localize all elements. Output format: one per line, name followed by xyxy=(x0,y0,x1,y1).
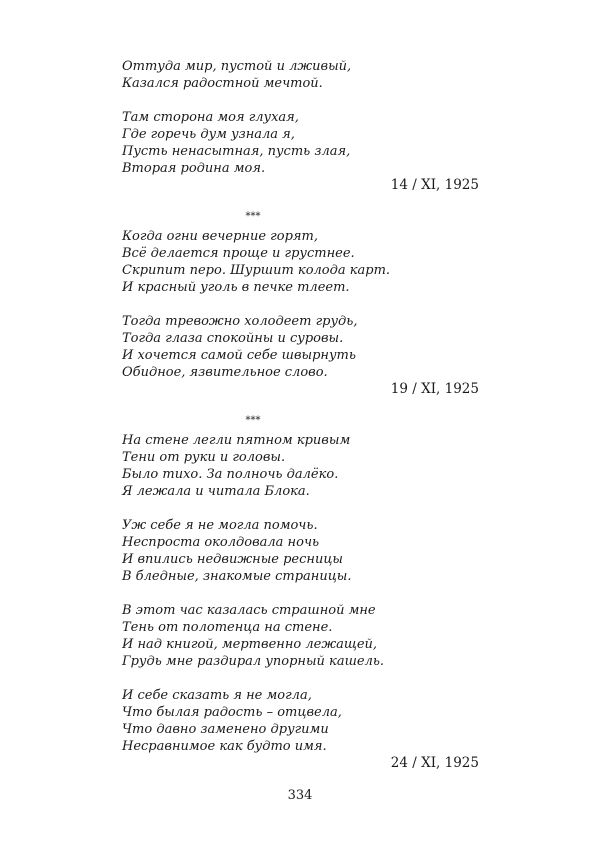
verse-line: И хочется самой себе швырнуть xyxy=(122,348,356,363)
verse-line: Тени от руки и головы. xyxy=(122,450,286,465)
verse-line: Тогда глаза спокойны и суровы. xyxy=(122,331,344,346)
poem1-stanza2 xyxy=(122,109,350,177)
verse-line: Я лежала и читала Блока. xyxy=(122,484,310,499)
poem2-stanza1 xyxy=(122,228,390,296)
verse-line: Что былая радость – отцвела, xyxy=(122,705,342,720)
verse-line: И себе сказать я не могла, xyxy=(122,688,312,703)
verse-line: Тень от полотенца на стене. xyxy=(122,620,333,635)
poem3-date: 24 / XI, 1925 xyxy=(390,755,479,771)
verse-line: Неспроста околдовала ночь xyxy=(122,535,320,550)
verse-line: Несравнимое как будто имя. xyxy=(122,739,327,754)
poem1-date: 14 / XI, 1925 xyxy=(390,177,479,193)
verse-line: Оттуда мир, пустой и лживый, xyxy=(122,59,352,74)
verse-line: Было тихо. За полночь далёко. xyxy=(122,467,339,482)
poem3-stanza2 xyxy=(122,517,352,585)
verse-line: Казался радостной мечтой. xyxy=(122,76,323,91)
verse-line: Уж себе я не могла помочь. xyxy=(122,518,318,533)
verse-line: В этот час казалась страшной мне xyxy=(122,603,376,618)
verse-line: Обидное, язвительное слово. xyxy=(122,365,328,380)
verse-line: Когда огни вечерние горят, xyxy=(122,229,318,244)
poem3-stanza1 xyxy=(122,432,350,500)
verse-line: Грудь мне раздирал упорный кашель. xyxy=(122,654,385,669)
poem3-separator: *** xyxy=(245,415,261,426)
poem2-separator: *** xyxy=(245,211,261,222)
verse-line: Скрипит перо. Шуршит колода карт. xyxy=(122,263,391,278)
poem2-stanza2 xyxy=(122,313,357,381)
verse-line: Что давно заменено другими xyxy=(122,722,329,737)
verse-line: Вторая родина моя. xyxy=(122,161,266,176)
verse-line: На стене легли пятном кривым xyxy=(122,433,351,448)
verse-line: И над книгой, мертвенно лежащей, xyxy=(122,637,378,652)
verse-line: Тогда тревожно холодеет грудь, xyxy=(122,314,358,329)
verse-line: Пусть ненасытная, пусть злая, xyxy=(122,144,351,159)
poem3-stanza4 xyxy=(122,687,342,755)
poem2-date: 19 / XI, 1925 xyxy=(390,381,479,397)
verse-line: Там сторона моя глухая, xyxy=(122,110,299,125)
poem3-stanza3 xyxy=(122,602,384,670)
verse-line: В бледные, знакомые страницы. xyxy=(122,569,352,584)
verse-line: Где горечь дум узнала я, xyxy=(122,127,295,142)
page-number: 334 xyxy=(287,788,313,803)
verse-line: И впились недвижные ресницы xyxy=(122,552,343,567)
verse-line: Всё делается проще и грустнее. xyxy=(122,246,355,261)
poem1-stanza1 xyxy=(122,58,351,92)
verse-line: И красный уголь в печке тлеет. xyxy=(122,280,350,295)
